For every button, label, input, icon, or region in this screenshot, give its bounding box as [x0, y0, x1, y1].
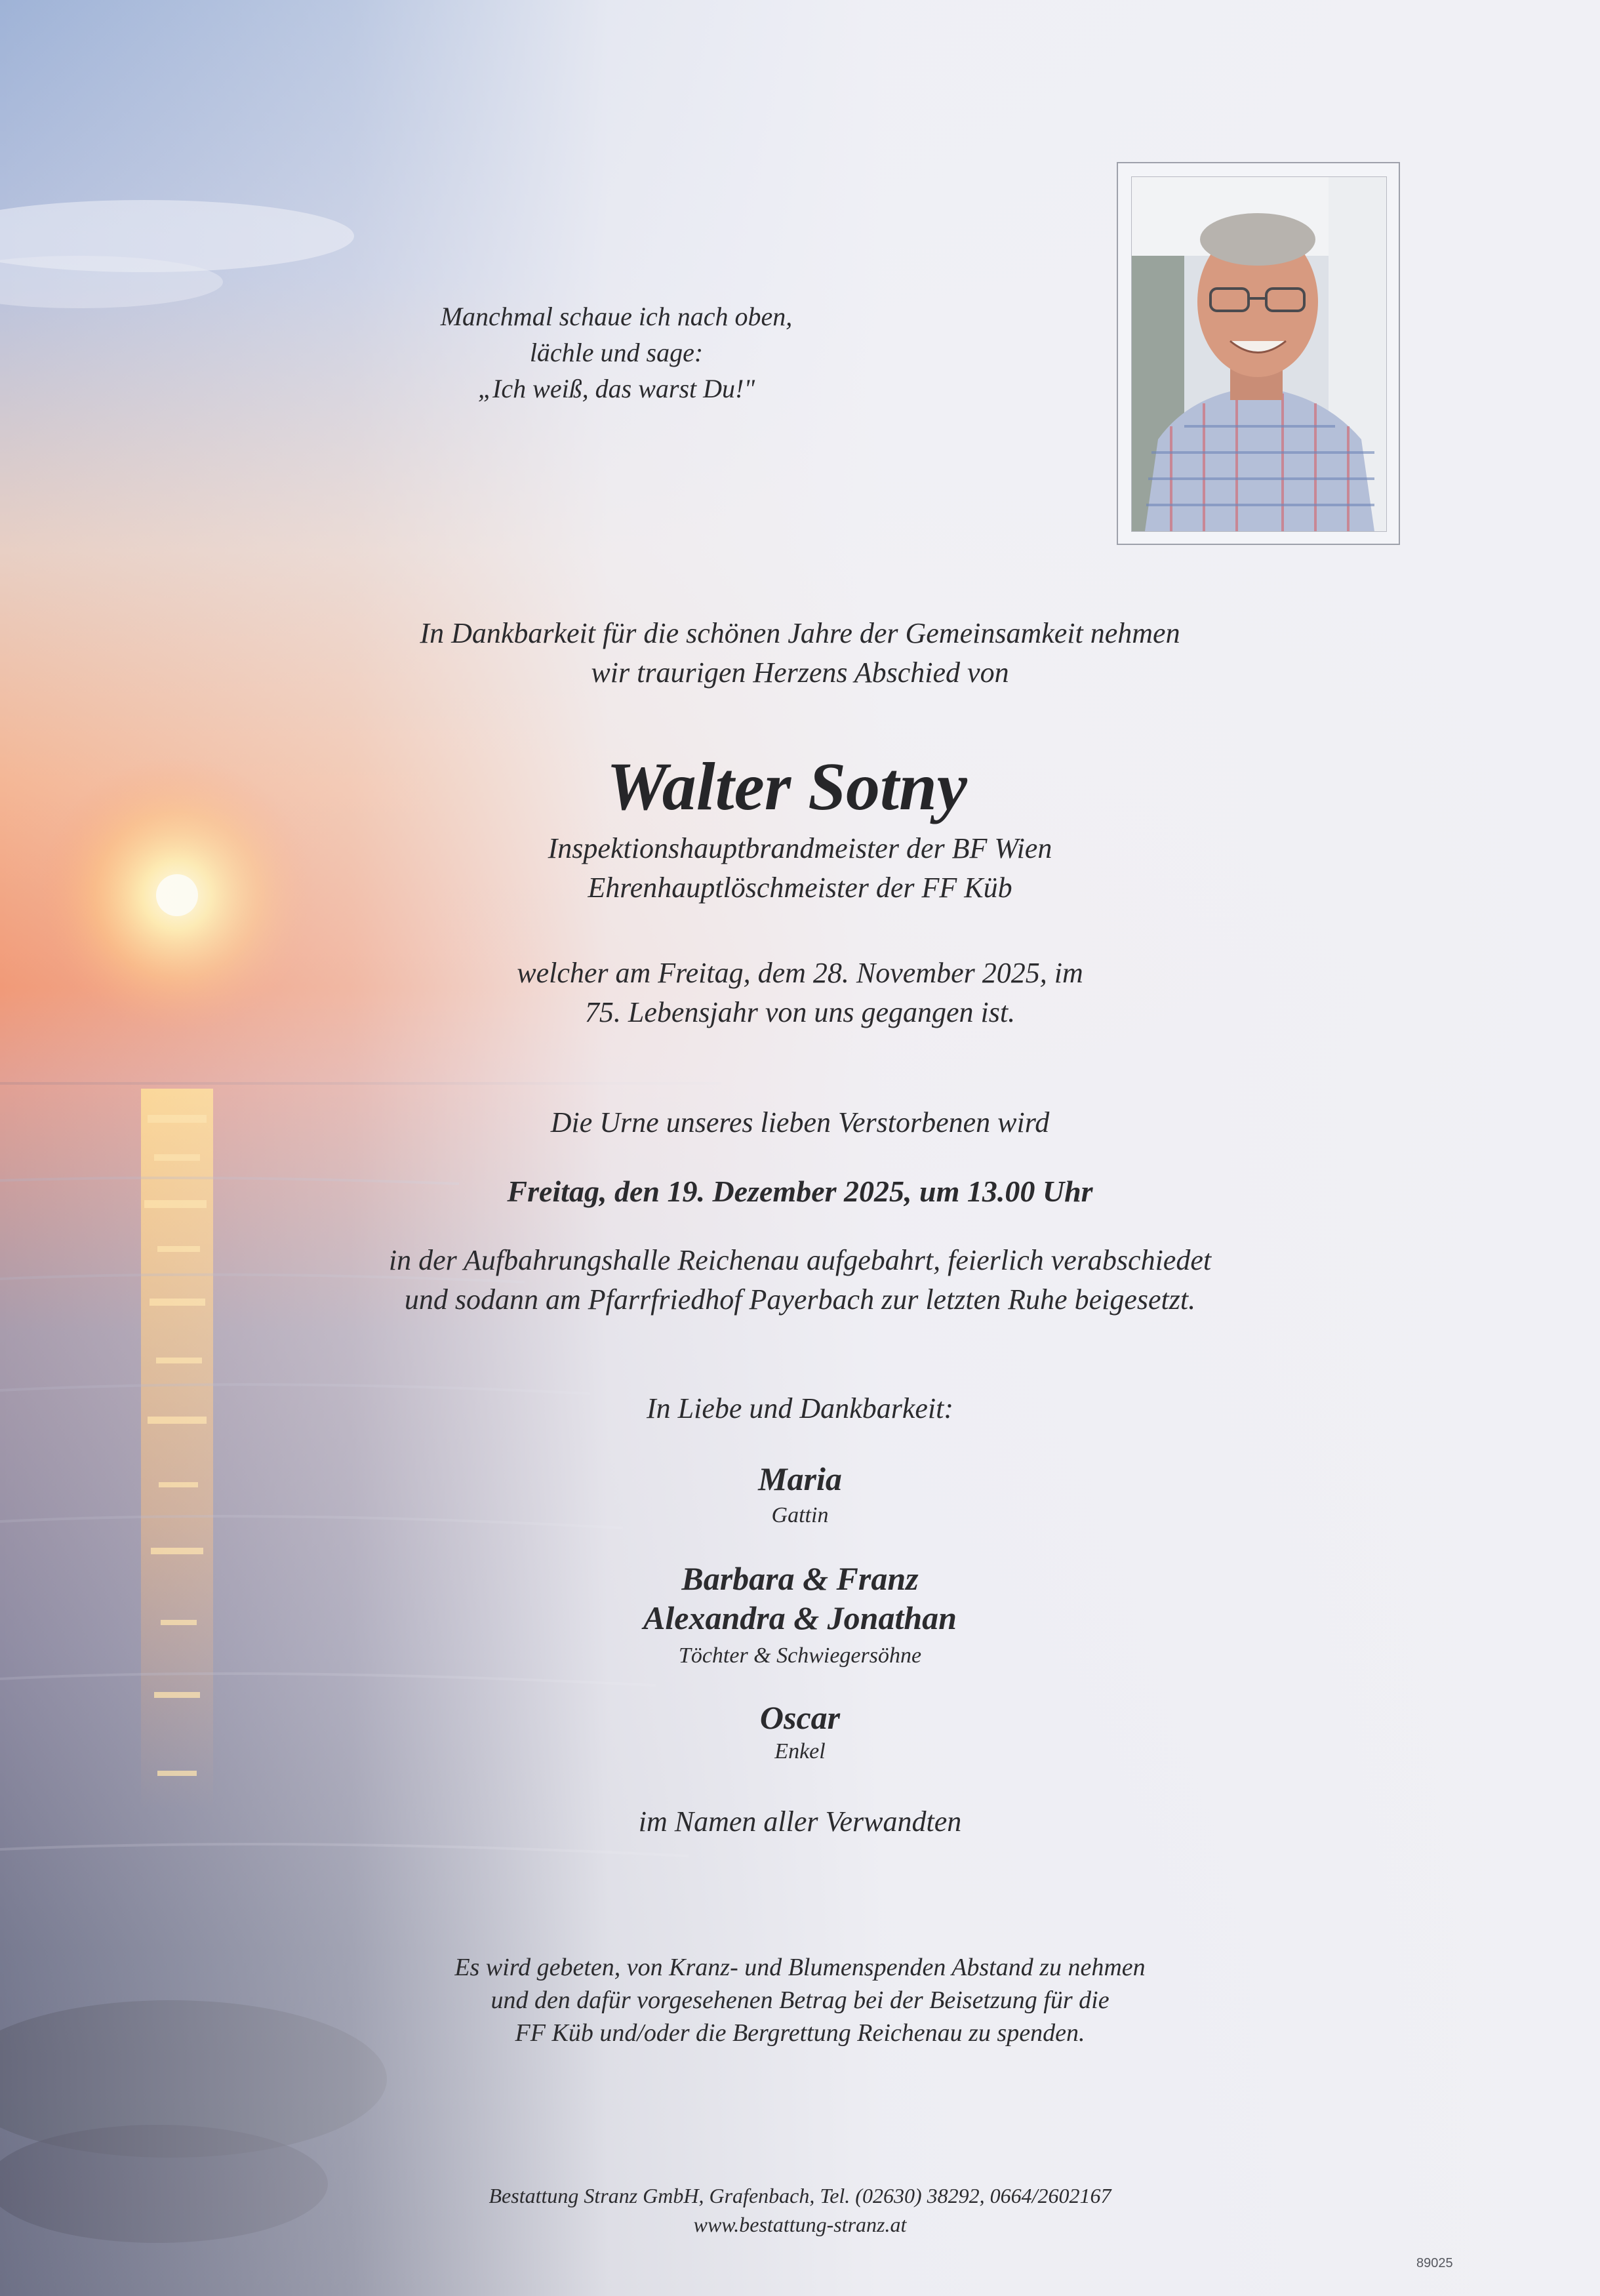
ceremony-details-line: in der Aufbahrungshalle Reichenau aufgebahrt, feierlich verabschiedet: [388, 1244, 1212, 1276]
ceremony-intro: Die Urne unseres lieben Verstorbenen wird: [550, 1106, 1050, 1138]
donation-line: und den dafür vorgesehenen Betrag bei der Beisetzung für die: [490, 1986, 1110, 2014]
mourner-name: Barbara & Franz: [681, 1560, 919, 1597]
motto-line: „Ich weiß, das warst Du!": [477, 374, 755, 403]
donation-line: Es wird gebeten, von Kranz- und Blumenspenden Abstand zu nehmen: [454, 1954, 1146, 1981]
death-info-line: welcher am Freitag, dem 28. November 2025, im: [517, 957, 1083, 989]
mourners-closing: im Namen aller Verwandten: [638, 1805, 962, 1838]
portrait-photo: [1131, 176, 1387, 532]
mourner-relation: Enkel: [774, 1739, 826, 1763]
death-info-line: 75. Lebensjahr von uns gegangen ist.: [584, 996, 1016, 1028]
deceased-title: Inspektionshauptbrandmeister der BF Wien: [548, 832, 1052, 864]
mourner-name: Alexandra & Jonathan: [643, 1600, 957, 1636]
intro-line: In Dankbarkeit für die schönen Jahre der Gemeinsamkeit nehmen: [420, 617, 1180, 649]
funeral-home-contact: Bestattung Stranz GmbH, Grafenbach, Tel. (02630) 38292, 0664/2602167: [489, 2184, 1111, 2207]
motto-line: lächle und sage:: [529, 338, 704, 367]
mourners-heading: In Liebe und Dankbarkeit:: [647, 1392, 953, 1424]
deceased-name: Walter Sotny: [607, 749, 967, 824]
mourner-name: Oscar: [759, 1699, 841, 1736]
portrait-frame: [1117, 162, 1400, 545]
mourner-relation: Gattin: [771, 1503, 829, 1527]
print-code: 89025: [1416, 2256, 1453, 2270]
deceased-title: Ehrenhauptlöschmeister der FF Küb: [588, 872, 1012, 904]
mourner-relation: Töchter & Schwiegersöhne: [678, 1643, 922, 1668]
ceremony-date: Freitag, den 19. Dezember 2025, um 13.00 Uhr: [507, 1175, 1093, 1208]
portrait-illustration: [1132, 177, 1386, 531]
mourner-name: Maria: [758, 1460, 842, 1497]
ceremony-details-line: und sodann am Pfarrfriedhof Payerbach zur letzten Ruhe beigesetzt.: [404, 1283, 1196, 1316]
intro-line: wir traurigen Herzens Abschied von: [591, 656, 1009, 689]
motto-line: Manchmal schaue ich nach oben,: [440, 302, 793, 331]
donation-line: FF Küb und/oder die Bergrettung Reichenau zu spenden.: [515, 2019, 1085, 2047]
funeral-home-website: www.bestattung-stranz.at: [693, 2213, 907, 2236]
motto-quote: [387, 298, 846, 407]
